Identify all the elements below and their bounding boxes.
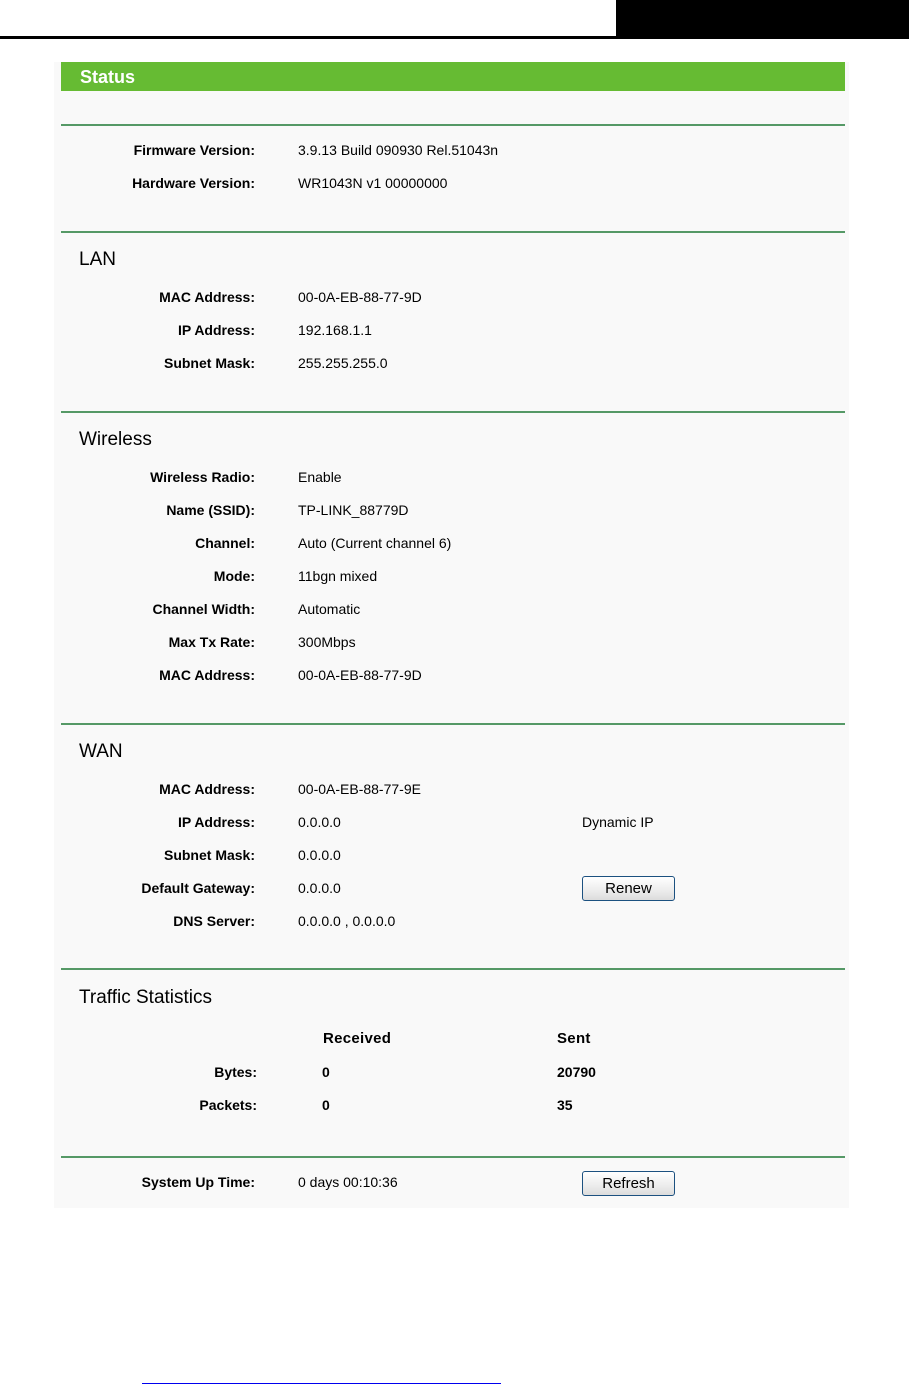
lan-mac-label: MAC Address: [159, 289, 255, 305]
channel-width-value: Automatic [298, 601, 361, 617]
system-uptime-label: System Up Time: [141, 1174, 255, 1190]
refresh-button[interactable]: Refresh [582, 1171, 675, 1196]
firmware-version-label: Firmware Version: [133, 142, 255, 158]
section-divider [61, 1156, 845, 1158]
page-title: Status [80, 67, 136, 87]
ssid-value: TP-LINK_88779D [298, 502, 409, 518]
page-header-rule [0, 36, 616, 39]
default-gateway-value: 0.0.0.0 [298, 880, 341, 896]
lan-ip-label: IP Address: [177, 322, 255, 338]
section-divider [61, 968, 845, 970]
dns-server-label: DNS Server: [173, 913, 255, 929]
section-divider [61, 723, 845, 725]
lan-ip-value: 192.168.1.1 [298, 322, 372, 338]
hardware-version-value: WR1043N v1 00000000 [298, 175, 448, 191]
lan-subnet-label: Subnet Mask: [163, 355, 255, 371]
wireless-section-title: Wireless [79, 429, 152, 450]
traffic-section-title: Traffic Statistics [79, 987, 213, 1008]
page-header-block [616, 0, 909, 39]
packets-received-value: 0 [322, 1097, 330, 1113]
footer-link-underline [142, 1383, 501, 1384]
bytes-label: Bytes: [214, 1064, 257, 1080]
renew-button[interactable]: Renew [582, 876, 675, 901]
status-header-bar [61, 62, 845, 91]
hardware-version-label: Hardware Version: [132, 175, 255, 191]
wan-subnet-label: Subnet Mask: [163, 847, 255, 863]
lan-mac-value: 00-0A-EB-88-77-9D [298, 289, 422, 305]
dns-server-value: 0.0.0.0 , 0.0.0.0 [298, 913, 396, 929]
sent-column-header: Sent [557, 1030, 591, 1047]
firmware-version-value: 3.9.13 Build 090930 Rel.51043n [298, 142, 499, 158]
lan-section-title: LAN [79, 249, 116, 270]
wan-section-title: WAN [79, 741, 123, 762]
max-tx-rate-label: Max Tx Rate: [168, 634, 255, 650]
received-column-header: Received [323, 1030, 392, 1047]
section-divider [61, 124, 845, 126]
section-divider [61, 411, 845, 413]
bytes-sent-value: 20790 [557, 1064, 596, 1080]
wan-connection-type: Dynamic IP [582, 814, 654, 830]
channel-value: Auto (Current channel 6) [298, 535, 452, 551]
lan-subnet-value: 255.255.255.0 [298, 355, 388, 371]
mode-value: 11bgn mixed [298, 568, 378, 584]
wan-mac-value: 00-0A-EB-88-77-9E [298, 781, 421, 797]
section-divider [61, 231, 845, 233]
channel-width-label: Channel Width: [152, 601, 255, 617]
system-uptime-value: 0 days 00:10:36 [298, 1174, 398, 1190]
wireless-mac-label: MAC Address: [159, 667, 255, 683]
packets-label: Packets: [199, 1097, 257, 1113]
wireless-radio-value: Enable [298, 469, 342, 485]
wireless-radio-label: Wireless Radio: [150, 469, 255, 485]
wan-ip-label: IP Address: [177, 814, 255, 830]
packets-sent-value: 35 [557, 1097, 573, 1113]
wan-mac-label: MAC Address: [159, 781, 255, 797]
wan-ip-value: 0.0.0.0 [298, 814, 341, 830]
wan-subnet-value: 0.0.0.0 [298, 847, 341, 863]
ssid-label: Name (SSID): [166, 502, 255, 518]
default-gateway-label: Default Gateway: [141, 880, 255, 896]
wireless-mac-value: 00-0A-EB-88-77-9D [298, 667, 422, 683]
mode-label: Mode: [213, 568, 255, 584]
max-tx-rate-value: 300Mbps [298, 634, 356, 650]
channel-label: Channel: [195, 535, 255, 551]
bytes-received-value: 0 [322, 1064, 330, 1080]
